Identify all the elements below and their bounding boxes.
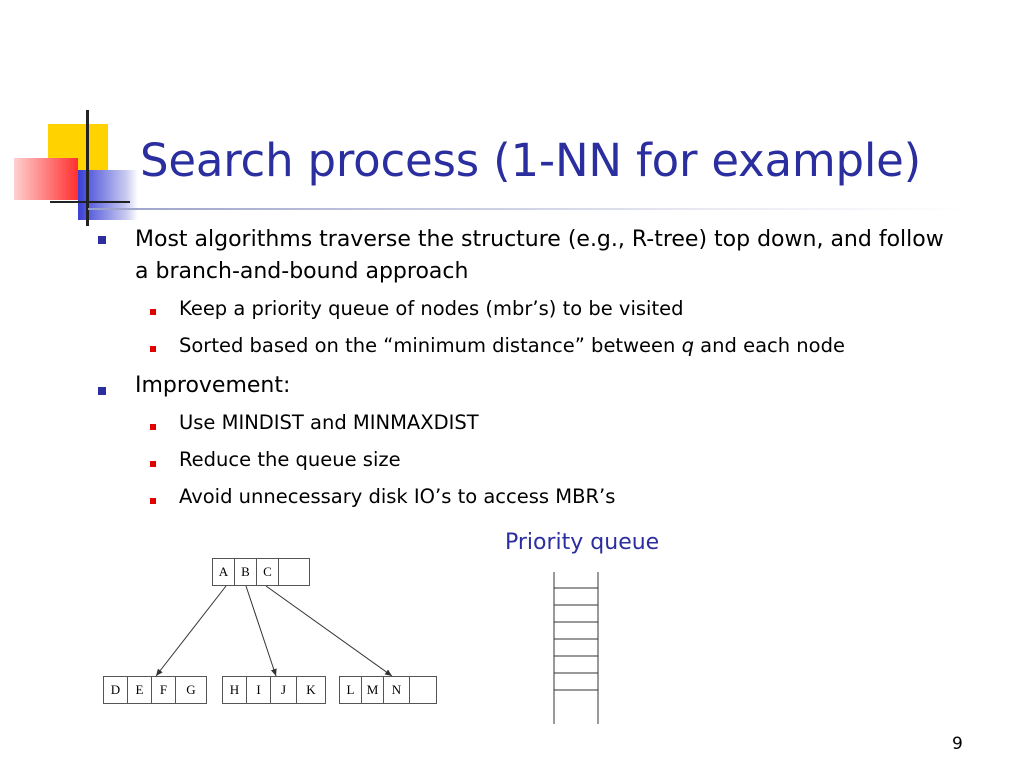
node-entry: [279, 559, 309, 585]
sub-bullet-text: Reduce the queue size: [179, 448, 401, 471]
sub-bullet-marker: [150, 346, 156, 352]
tree-node-child: [222, 676, 326, 704]
sub-bullet-marker: [150, 309, 156, 315]
tree-edge: [266, 586, 392, 676]
bullet-text: Most algorithms traverse the structure (e.g., R-tree) top down, and follow a branch-and-bound approach: [135, 227, 944, 284]
bullet-marker: [98, 387, 106, 395]
sub-bullet-text: Avoid unnecessary disk IO’s to access MBR’s: [179, 485, 616, 508]
node-entry: H: [223, 677, 247, 703]
page-number: 9: [952, 734, 963, 754]
node-entry: N: [384, 677, 410, 703]
sub-bullet-text: Keep a priority queue of nodes (mbr’s) to be visited: [179, 297, 684, 320]
sub-bullet-text-part: and each node: [693, 334, 845, 357]
tree-edge: [156, 586, 226, 676]
tree-node-child: [103, 676, 207, 704]
query-variable: q: [681, 334, 694, 357]
node-entry: C: [257, 559, 279, 585]
title-underline: [88, 208, 968, 210]
sub-bullet-marker: [150, 498, 156, 504]
sub-bullet-text: Use MINDIST and MINMAXDIST: [179, 411, 479, 434]
sub-bullet-text-part: Sorted based on the “minimum distance” between: [179, 334, 682, 357]
sub-bullet-marker: [150, 424, 156, 430]
tree-node-root: [212, 558, 310, 586]
node-entry: D: [104, 677, 128, 703]
tree-node-child: [339, 676, 437, 704]
node-entry: A: [213, 559, 235, 585]
bullet-marker: [98, 236, 106, 244]
deco-horizontal-line: [50, 201, 130, 203]
sub-bullet-marker: [150, 461, 156, 467]
sub-bullet-text: [179, 334, 845, 357]
node-entry: I: [247, 677, 271, 703]
node-entry: E: [128, 677, 152, 703]
priority-queue-label: Priority queue: [505, 530, 660, 555]
node-entry: [410, 677, 436, 703]
node-entry: B: [235, 559, 257, 585]
bullet-text: Improvement:: [135, 373, 291, 398]
deco-red-square: [14, 158, 78, 200]
tree-edge: [246, 586, 276, 676]
node-entry: L: [340, 677, 362, 703]
node-entry: F: [152, 677, 176, 703]
node-entry: M: [362, 677, 384, 703]
priority-queue-stack: [554, 572, 598, 724]
node-entry: J: [271, 677, 297, 703]
slide-title: Search process (1-NN for example): [140, 134, 922, 187]
node-entry: G: [186, 682, 196, 697]
node-entry: K: [306, 682, 316, 697]
